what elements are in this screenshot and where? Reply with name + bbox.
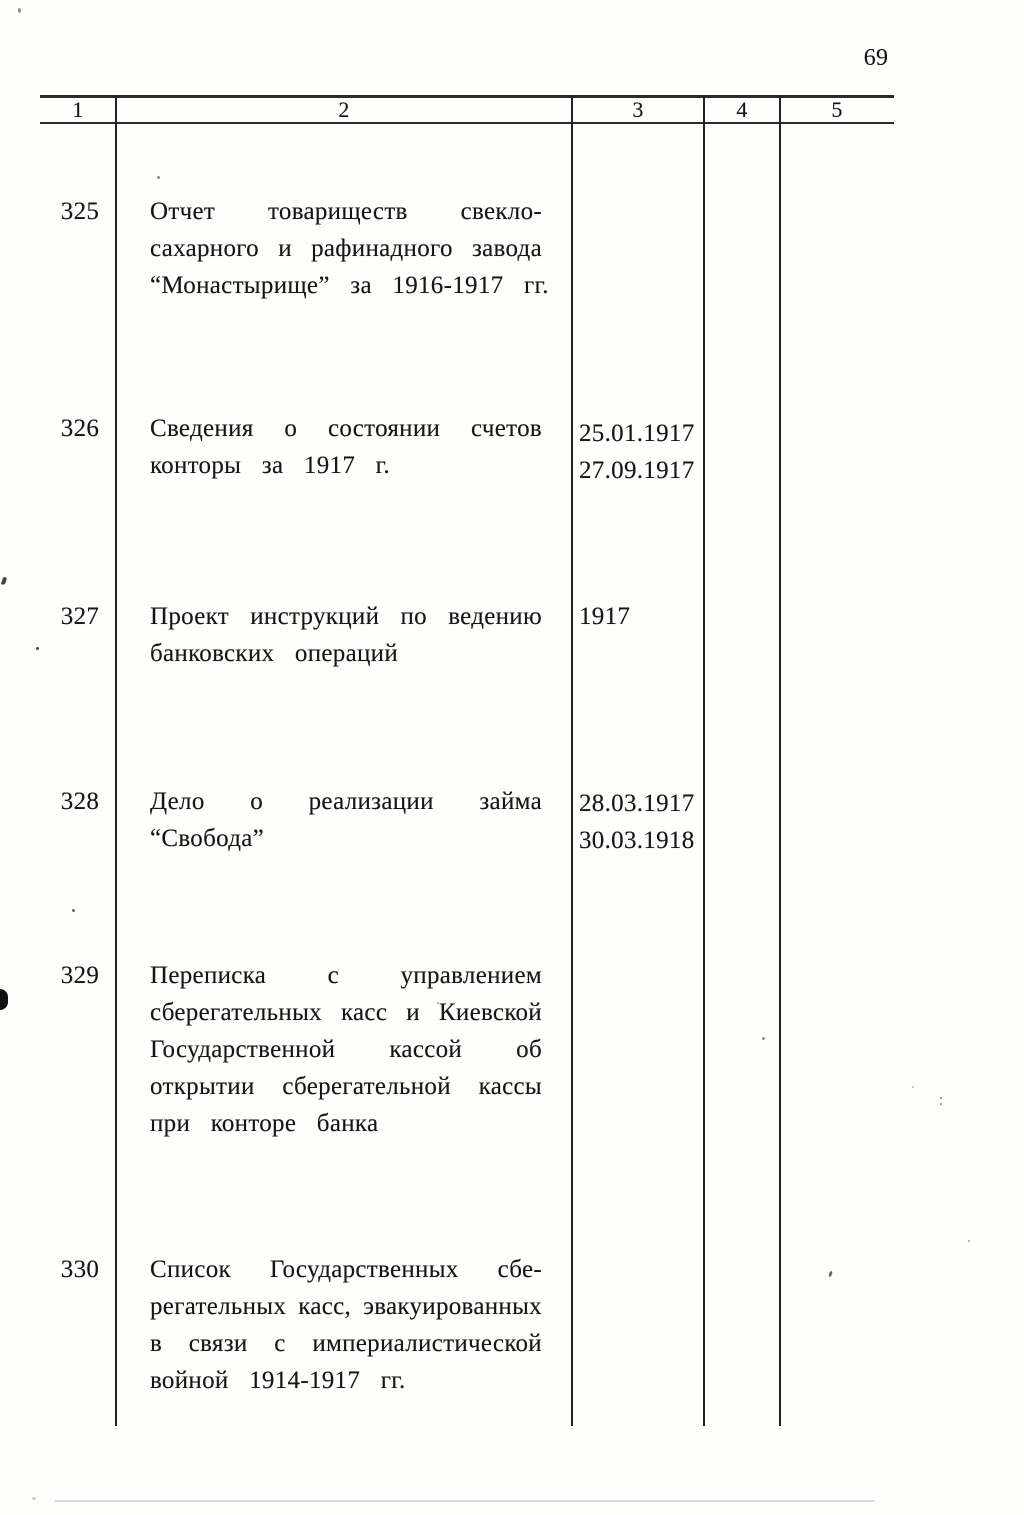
- entry-line: открытии сберегательной кассы: [150, 1073, 542, 1100]
- entry-dates: [579, 415, 695, 489]
- entry-description: [150, 1251, 542, 1399]
- table-column-rule-4: [779, 95, 781, 1426]
- entry-number: 329: [60, 962, 100, 989]
- entry-description: [150, 783, 542, 857]
- entry-number: 328: [60, 788, 100, 815]
- entry-line: сахарного и рафинадного завода: [150, 235, 542, 262]
- column-header-5: 5: [831, 97, 843, 122]
- table-column-rule-1: [115, 95, 117, 1426]
- entry-dates: [579, 598, 630, 635]
- table-column-rule-2: [571, 95, 573, 1426]
- entry-line: регательных касс, эвакуированных: [150, 1293, 542, 1320]
- page-number: 69: [863, 45, 889, 71]
- entry-date: 1917: [579, 603, 631, 630]
- entry-line: войной 1914-1917 гг.: [150, 1367, 406, 1394]
- entry-description: [150, 410, 542, 484]
- entry-dates: [579, 785, 695, 859]
- entry-line: Проект инструкций по ведению: [150, 603, 542, 630]
- table-column-rule-3: [703, 95, 705, 1426]
- column-header-1: 1: [72, 97, 84, 122]
- entry-number: 325: [60, 198, 100, 225]
- entry-date: 30.03.1918: [579, 827, 695, 854]
- entry-line: Дело о реализации займа: [150, 788, 542, 815]
- entry-number: 326: [60, 415, 100, 442]
- entry-date: 27.09.1917: [579, 457, 695, 484]
- column-header-3: 3: [632, 97, 644, 122]
- entry-line: банковских операций: [150, 640, 399, 667]
- entry-description: [150, 193, 549, 304]
- column-header-4: 4: [736, 97, 748, 122]
- entry-line: “Монастырище” за 1916-1917 гг.: [150, 272, 549, 299]
- entry-line: Список Государственных сбе-: [150, 1256, 542, 1283]
- entry-line: “Свобода”: [150, 825, 265, 852]
- column-header-2: 2: [338, 97, 350, 122]
- entry-date: 25.01.1917: [579, 420, 695, 447]
- entry-number: 330: [60, 1256, 100, 1283]
- entry-line: Сведения о состоянии счетов: [150, 415, 542, 442]
- entry-description: [150, 957, 542, 1142]
- entry-number: 327: [60, 603, 100, 630]
- entry-description: [150, 598, 542, 672]
- entry-line: Отчет товариществ свекло-: [150, 198, 542, 225]
- entry-line: в связи с империалистической: [150, 1330, 542, 1357]
- entry-line: конторы за 1917 г.: [150, 452, 390, 479]
- entry-line: при конторе банка: [150, 1110, 379, 1137]
- entry-line: Государственной кассой об: [150, 1036, 542, 1063]
- entry-date: 28.03.1917: [579, 790, 695, 817]
- table-header-rule: [40, 122, 894, 124]
- entry-line: сберегательных касс и Киевской: [150, 999, 542, 1026]
- entry-line: Переписка с управлением: [150, 962, 542, 989]
